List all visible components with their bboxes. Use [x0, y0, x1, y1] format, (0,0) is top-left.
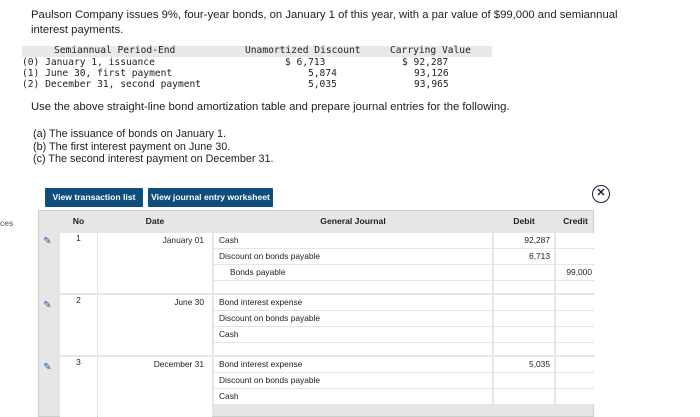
debit-cell[interactable]: 92,287 [494, 233, 554, 248]
header-carrying: Carrying Value [390, 45, 471, 56]
amortization-table [22, 46, 492, 92]
account-cell[interactable]: Discount on bonds payable [214, 373, 492, 388]
account-cell[interactable]: Discount on bonds payable [214, 249, 492, 264]
account-cell-empty[interactable] [214, 343, 492, 355]
entry-number-cell [60, 233, 97, 293]
col-header-date: Date [145, 216, 165, 226]
debit-cell[interactable] [494, 389, 554, 404]
entry-number-cell [60, 295, 97, 355]
credit-cell[interactable] [556, 327, 595, 342]
debit-cell[interactable]: 6,713 [494, 249, 554, 264]
edit-pencil-icon[interactable]: ✎ [43, 300, 52, 311]
problem-statement: Paulson Company issues 9%, four-year bonds, on January 1 of this year, with a par value of $99,000 and semiannual interest payments. [31, 9, 618, 36]
account-cell[interactable]: Discount on bonds payable [214, 311, 492, 326]
col-header-credit: Credit [563, 216, 588, 226]
entry-number: 1 [76, 233, 81, 243]
part-a: (a) The issuance of bonds on January 1. [33, 128, 227, 140]
entry-number: 2 [76, 295, 81, 305]
entry-date: January 01 [162, 235, 204, 245]
entry-date-cell[interactable] [98, 357, 212, 417]
entry-date: June 30 [174, 297, 204, 307]
debit-cell[interactable] [494, 265, 554, 280]
debit-cell[interactable] [494, 373, 554, 388]
credit-cell[interactable] [556, 373, 595, 388]
debit-cell[interactable] [494, 311, 554, 326]
debit-cell-empty[interactable] [494, 343, 554, 355]
debit-cell[interactable] [494, 295, 554, 310]
credit-cell[interactable] [556, 357, 595, 372]
edit-pencil-icon[interactable]: ✎ [43, 236, 52, 247]
entry-number-cell [60, 357, 97, 417]
credit-cell[interactable] [556, 295, 595, 310]
close-icon[interactable]: ✕ [592, 185, 610, 203]
part-b: (b) The first interest payment on June 30. [33, 140, 231, 153]
account-cell-empty[interactable] [214, 281, 492, 293]
debit-cell[interactable] [494, 327, 554, 342]
row-label: (0) January 1, issuance [22, 57, 155, 68]
row-label: (1) June 30, first payment [22, 68, 173, 79]
credit-cell[interactable] [556, 389, 595, 404]
account-cell[interactable]: Cash [214, 389, 492, 404]
account-cell[interactable]: Bonds payable [214, 265, 492, 280]
account-cell[interactable]: Cash [214, 327, 492, 342]
instruction-text: Use the above straight-line bond amortization table and prepare journal entries for the following. [31, 101, 510, 113]
part-c: (c) The second interest payment on December 31. [33, 153, 274, 165]
credit-cell[interactable] [556, 311, 595, 326]
row-label: (2) December 31, second payment [22, 79, 202, 90]
account-cell[interactable]: Bond interest expense [214, 295, 492, 310]
entry-number: 3 [76, 357, 81, 367]
view-journal-entry-worksheet-button[interactable]: View journal entry worksheet [148, 188, 273, 207]
credit-cell[interactable]: 99,000 [556, 265, 595, 280]
journal-entry [39, 295, 595, 355]
journal-entry [39, 357, 595, 417]
row-carrying: $ 92,287 [402, 57, 449, 68]
side-tab-label: ces [0, 218, 14, 228]
edit-pencil-icon[interactable]: ✎ [43, 362, 52, 373]
view-transaction-list-button[interactable]: View transaction list [45, 188, 143, 207]
col-header-general-journal: General Journal [320, 216, 386, 226]
entry-date-cell[interactable] [98, 233, 212, 293]
row-discount: $ 6,713 [285, 57, 326, 68]
col-header-debit: Debit [513, 216, 535, 226]
account-cell[interactable]: Cash [214, 233, 492, 248]
credit-cell-empty[interactable] [556, 343, 595, 355]
journal-entry [39, 233, 595, 293]
journal-table [38, 210, 594, 417]
row-carrying: 93,126 [414, 68, 449, 79]
col-header-no: No [72, 216, 85, 226]
debit-cell[interactable]: 5,035 [494, 357, 554, 372]
header-discount: Unamortized Discount [245, 45, 361, 56]
row-discount: 5,874 [308, 68, 337, 79]
entry-date: December 31 [153, 359, 204, 369]
row-discount: 5,035 [308, 79, 337, 90]
account-cell[interactable]: Bond interest expense [214, 357, 492, 372]
credit-cell[interactable] [556, 233, 595, 248]
header-period: Semiannual Period-End [54, 45, 176, 56]
credit-cell-empty[interactable] [556, 281, 595, 293]
entry-date-cell[interactable] [98, 295, 212, 355]
credit-cell[interactable] [556, 249, 595, 264]
parts-list [33, 128, 273, 166]
row-carrying: 93,965 [414, 79, 449, 90]
debit-cell-empty[interactable] [494, 281, 554, 293]
